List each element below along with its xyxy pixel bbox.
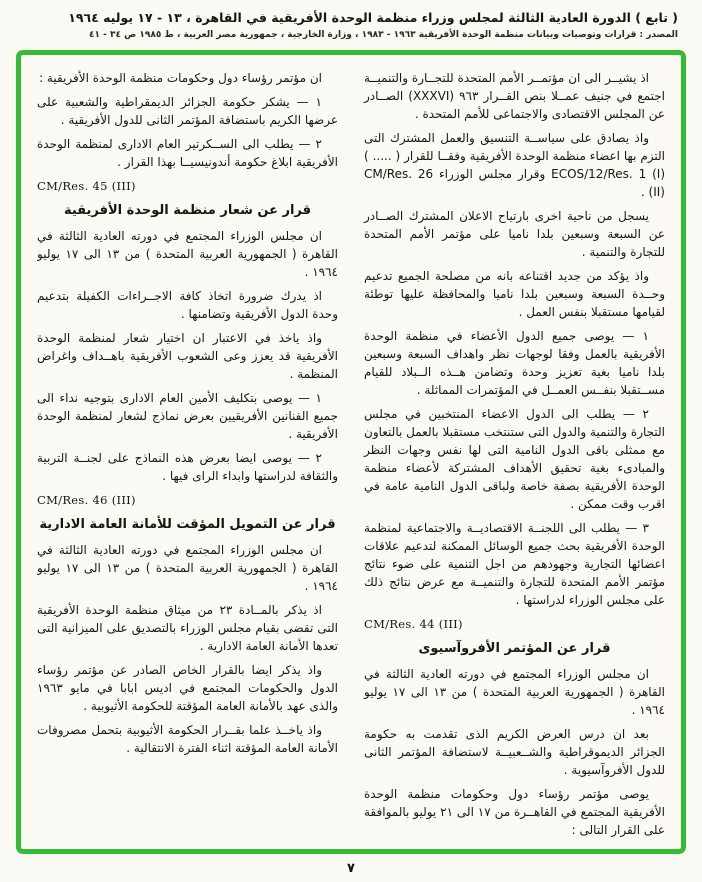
paragraph: ان مجلس الوزراء المجتمع في دورته العادية الثالثة في القاهرة ( الجمهورية العربية المتحدة ) من ١٣ الى ١٧ يوليو ١٩٦٤ .: [37, 543, 338, 593]
paragraph: يسجل من ناحية اخرى بارتياح الاعلان المشترك الصــادر عن السبعة وسبعين بلدا ناميا على مؤتمر الأمم المتحدة للتجارة والتنمية .: [364, 209, 665, 259]
paragraph: واذ ياخــذ علما بقــرار الحكومة الأثيوبية بتحمل مصروفات الأمانة العامة المؤقتة اثناء الفترة الانتقالية .: [37, 723, 338, 755]
paragraph: ان مجلس الوزراء المجتمع في دورته العادية الثالثة في القاهرة ( الجمهورية العربية المتحدة ) من ١٣ الى ١٧ يوليو ١٩٦٤ .: [364, 667, 665, 717]
section-heading: قرار عن المؤتمر الأفروآسيوى: [418, 641, 611, 656]
session-title: ( تابع ) الدورة العادية الثالثة لمجلس وزراء منظمة الوحدة الأفريقية في القاهرة ، ١٣ - ١٧ يوليه ١٩٦٤: [68, 10, 678, 25]
column-right: [364, 69, 665, 839]
source-line: المصدر : قرارات وتوصيات وبيانات منظمة الوحدة الأفريقية ١٩٦٣ - ١٩٨٣ ، وزارة الخارجية ، جمهورية مصر العربية ، ط ١٩٨٥ ص ٣٤ - ٤١: [88, 30, 678, 40]
document-header: [16, 8, 686, 43]
paragraph: واذ يذكر ايضا بالقرار الخاص الصادر عن مؤتمر رؤساء الدول والحكومات المجتمع في اديس ابابا في مايو ١٩٦٣ والذى عهد بالأمانة العامة المؤقتة للحكومة الأثيوبية .: [37, 663, 338, 713]
section-heading: قرار عن شعار منظمة الوحدة الأفريقية: [63, 203, 312, 218]
numbered-clause: ٢ — يوصى ايضا بعرض هذه النماذج على لجنــة التربية والثقافة لدراستها وابداء الراى فيها .: [37, 451, 338, 483]
resolution-ref: CM/Res. 46 (III): [37, 493, 136, 507]
numbered-clause: ٢ — يطلب الى الســكرتير العام الادارى لمنظمة الوحدة الأفريقية ابلاغ حكومة أندونيسيــا بهذا القرار .: [37, 137, 338, 169]
paragraph: واذ يصادق على سياســة التنسيق والعمل المشترك التى التزم بها اعضاء منظمة الوحدة الأفريقية وفقــا للقرار ( ..... ) ECOS/12/Res. 1 (I) وقرار مجلس الوزراء CM/Res. 26 (II) .: [364, 131, 665, 199]
numbered-clause: ١ — يوصى جميع الدول الأعضاء في منظمة الوحدة الأفريقية بالعمل وفقا لوجهات نظر واهداف السبعة وسبعين بلدا ناميا بغية تعزيز وحدة وتضامن هــذه الــبلاد للقيام مســتقبلا بنفــس العمــل في المؤتمرات المماثلة .: [364, 329, 665, 397]
paragraph: واذ يؤكد من جديد اقتناعه بانه من مصلحة الجميع تدعيم وحــدة السبعة وسبعين بلدا ناميا والمحافظة عليها توطئة لقيامها مستقبلا بنفس العمل .: [364, 269, 665, 319]
paragraph: اذ يذكر بالمــادة ٢٣ من ميثاق منظمة الوحدة الأفريقية التى تقضى بقيام مجلس الوزراء بالتصديق على الميزانية التى تعدها الأمانة العامة الادارية .: [37, 603, 338, 653]
numbered-clause: ١ — يشكر حكومة الجزائر الديمقراطية والشعبية على عرضها الكريم باستضافة المؤتمر الثانى للدول الأفريقية .: [37, 95, 338, 127]
paragraph: بعد ان درس العرض الكريم الذى تقدمت به حكومة الجزائر الديموقراطية والشــعبيــة لاستضافة المؤتمر الثانى للدول الأفروآسيوية .: [364, 727, 665, 777]
resolution-ref: CM/Res. 44 (III): [364, 617, 463, 631]
two-column-layout: [37, 69, 665, 839]
page-number: ٧: [347, 861, 355, 876]
paragraph: ان مؤتمر رؤساء دول وحكومات منظمة الوحدة الأفريقية :: [39, 71, 322, 85]
paragraph: ان مجلس الوزراء المجتمع في دورته العادية الثالثة في القاهرة ( الجمهورية العربية المتحدة ) من ١٣ الى ١٧ يوليو ١٩٦٤ .: [37, 229, 338, 279]
numbered-clause: ٣ — يطلب الى اللجنــة الاقتصاديــة والاجتماعية لمنظمة الوحدة الأفريقية بحث جميع الوسائل الممكنة لتدعيم علاقات اعضائها التجارية وجهودهم من اجل التنمية على ضوء نتائج مؤتمر الأمم المتحدة للتجارة والتنميــة مع عرض نتائج ذلك على مجلس الوزراء لدراستها .: [364, 521, 665, 607]
numbered-clause: ١ — يوصى بتكليف الأمين العام الادارى بتوجيه نداء الى جميع الفنانين الأفريقيين بعرض نماذج لشعار لمنظمة الوحدة الأفريقية .: [37, 391, 338, 441]
green-frame: [16, 50, 686, 854]
resolution-ref: CM/Res. 45 (III): [37, 179, 136, 193]
paragraph: يوصى مؤتمر رؤساء دول وحكومات منظمة الوحدة الأفريقية المجتمع في القاهــرة من ١٧ الى ٢١ يوليو بالموافقة على القرار التالى :: [364, 787, 665, 837]
paragraph: اذ يشيــر الى ان مؤتمــر الأمم المتحدة للتجــارة والتنميــة اجتمع في جنيف عمــلا بنص القــرار ٩٦٣ (XXXVI) الصــادر عن المجلس الاقتصادى والاجتماعى للأمم المتحدة .: [364, 71, 665, 121]
page-footer: [16, 857, 686, 876]
paragraph: اذ يدرك ضرورة اتخاذ كافة الاجــراءات الكفيلة بتدعيم وحدة الدول الأفريقية وتضامنها .: [37, 289, 338, 321]
column-left: [37, 69, 338, 839]
paragraph: واذ ياخذ في الاعتبار ان اختيار شعار لمنظمة الوحدة الأفريقية قد يعزز وعى الشعوب الأفريقية باهــداف واغراض المنظمة .: [37, 331, 338, 381]
numbered-clause: ٢ — يطلب الى الدول الاعضاء المنتخبين في مجلس التجارة والتنمية والدول التى ستنتخب مستقبلا بالعمل بالتعاون مع ممثلى باقى الدول النامية التى لها نفس وجهات النظر والمبادىء بغية تحقيق الأهداف المشتركة لأعضاء منظمة الوحدة الأفريقية بصفة خاصة ولباقى الدول النامية عامة في اقرب وقت ممكن .: [364, 407, 665, 511]
section-heading: قرار عن التمويل المؤقت للأمانة العامة الادارية: [39, 517, 336, 532]
